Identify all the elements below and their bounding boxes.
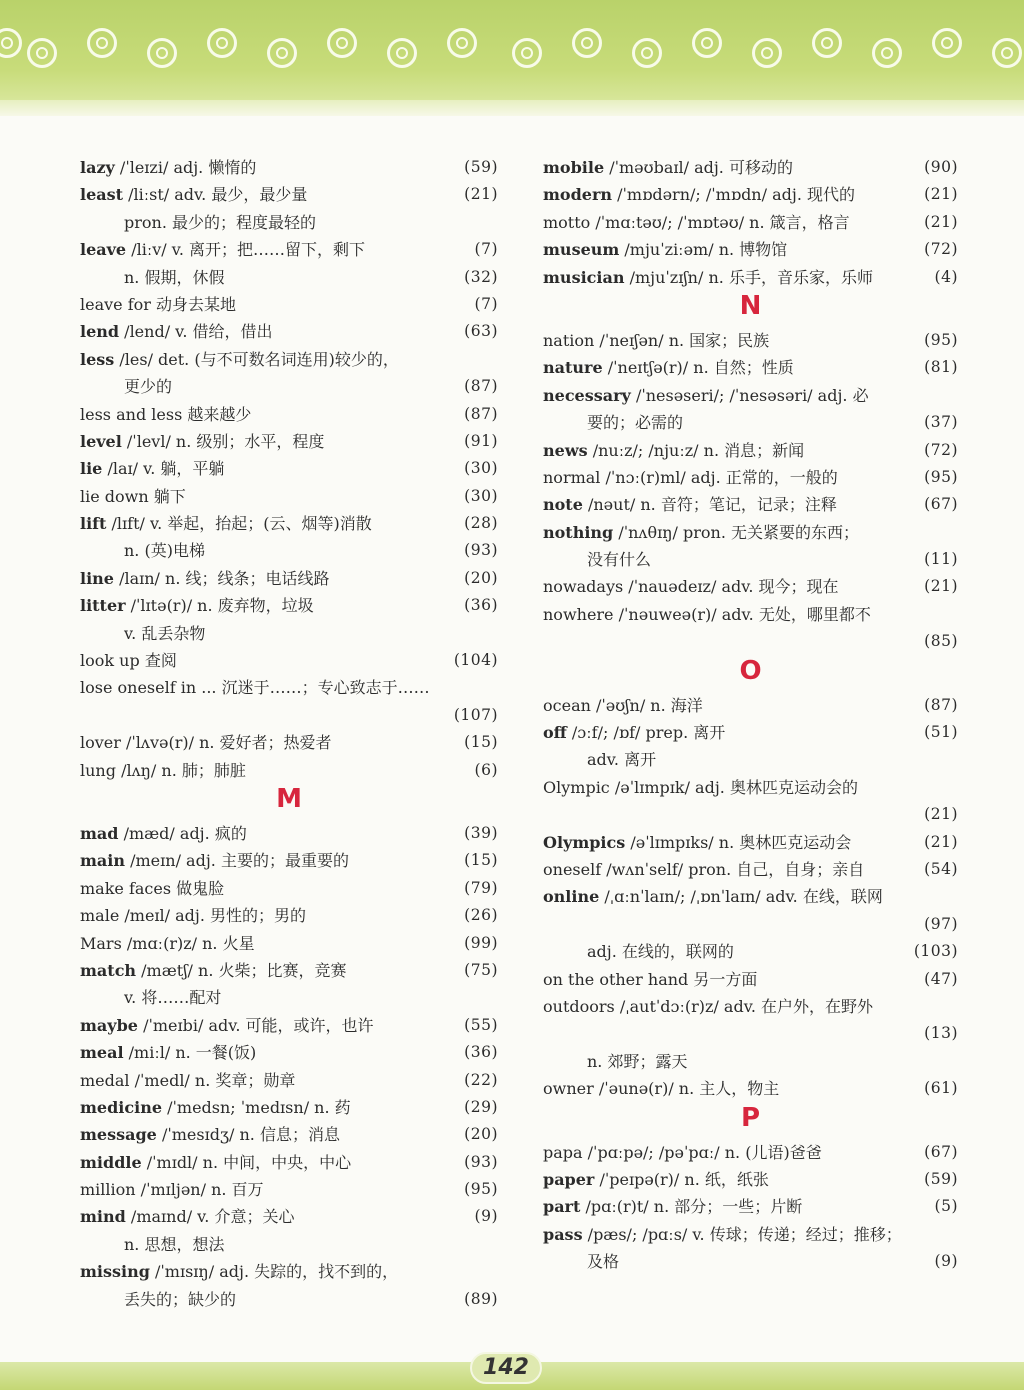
headword: Olympic	[543, 777, 610, 797]
definition: /laɪ/ v. 躺，平躺	[107, 459, 225, 479]
dictionary-entry	[80, 455, 498, 482]
entry-continuation	[543, 546, 958, 573]
headword: part	[543, 1197, 581, 1217]
definition: /ˈnʌθɪŋ/ pron. 无关紧要的东西；	[618, 522, 859, 542]
definition: /mjuˈziːəm/ n. 博物馆	[624, 240, 788, 260]
ring-icon	[872, 38, 902, 68]
definition: /mætʃ/ n. 火柴；比赛，竞赛	[141, 960, 347, 980]
definition: v. 将……配对	[124, 988, 222, 1008]
definition: /lɪft/ v. 举起，抬起；(云、烟等)消散	[111, 514, 372, 534]
unit-reference: (28)	[464, 514, 498, 533]
definition: 没有什么	[587, 550, 652, 570]
section-letter: O	[739, 655, 762, 686]
dictionary-entry	[543, 327, 958, 354]
headword: leave	[80, 240, 127, 260]
definition: /liːv/ v. 离开；把……留下，剩下	[131, 240, 366, 260]
definition: /ˈməʊbaɪl/ adj. 可移动的	[609, 158, 793, 177]
definition: /mɑː(r)z/ n. 火星	[126, 933, 255, 953]
dictionary-entry	[80, 902, 498, 929]
unit-reference: (93)	[464, 541, 498, 560]
definition: /liːst/ adv. 最少，最少量	[128, 185, 308, 205]
unit-reference: (67)	[924, 1142, 958, 1161]
definition: /maɪnd/ v. 介意；关心	[130, 1207, 295, 1227]
unit-reference: (20)	[464, 568, 498, 587]
headword: main	[80, 851, 126, 871]
ring-icon	[387, 38, 417, 68]
definition: 要的；必需的	[587, 413, 684, 433]
entry-continuation	[543, 911, 958, 938]
unit-reference: (29)	[464, 1097, 498, 1116]
dictionary-entry	[543, 354, 958, 381]
headword: news	[543, 440, 588, 460]
definition: /pæs/; /pɑːs/ v. 传球；传递；经过；推移；	[587, 1224, 902, 1244]
dictionary-entry	[543, 1193, 958, 1220]
unit-reference: (51)	[924, 723, 958, 742]
headword: necessary	[543, 385, 631, 405]
definition: n. 思想，想法	[124, 1234, 225, 1254]
headword: make faces	[80, 878, 172, 898]
page-number: 142	[470, 1352, 542, 1384]
headword: oneself	[543, 859, 602, 879]
top-banner	[0, 0, 1024, 100]
headword: online	[543, 887, 600, 907]
unit-reference: (85)	[924, 632, 958, 651]
headword: lend	[80, 322, 120, 342]
headword: normal	[543, 467, 601, 487]
dictionary-entry	[543, 993, 958, 1020]
dictionary-entry	[543, 966, 958, 993]
headword: middle	[80, 1152, 142, 1172]
definition: /laɪn/ n. 线；线条；电话线路	[119, 568, 330, 588]
ring-icon	[87, 28, 117, 58]
dictionary-entry	[80, 957, 498, 984]
entry-continuation	[80, 537, 498, 564]
definition: n. 假期，休假	[124, 267, 225, 287]
unit-reference: (95)	[924, 330, 958, 349]
unit-reference: (13)	[924, 1024, 958, 1043]
headword: missing	[80, 1262, 150, 1282]
definition: v. 乱丢杂物	[124, 623, 206, 643]
unit-reference: (37)	[924, 413, 958, 432]
dictionary-entry	[80, 757, 498, 784]
unit-reference: (75)	[464, 960, 498, 979]
headword: less	[80, 349, 115, 369]
headword: lose oneself in ...	[80, 678, 217, 698]
section-letter: N	[739, 290, 762, 321]
dictionary-entry	[80, 565, 498, 592]
unit-reference: (54)	[924, 859, 958, 878]
definition: /ˈlevl/ n. 级别；水平，程度	[126, 431, 325, 451]
definition: /mæd/ adj. 疯的	[123, 823, 247, 843]
definition: /ˈnauədeɪz/ adv. 现今；现在	[628, 577, 839, 597]
dictionary-entry	[543, 1221, 958, 1248]
entry-continuation	[543, 1048, 958, 1075]
dictionary-entry	[80, 847, 498, 874]
unit-reference: (9)	[934, 1252, 958, 1271]
unit-reference: (72)	[924, 240, 958, 259]
unit-reference: (79)	[464, 878, 498, 897]
headword: level	[80, 431, 122, 451]
unit-reference: (7)	[474, 240, 498, 259]
unit-reference: (30)	[464, 459, 498, 478]
ring-icon	[0, 28, 22, 58]
dictionary-entry	[80, 1094, 498, 1121]
dictionary-entry	[80, 181, 498, 208]
dictionary-entry	[80, 820, 498, 847]
unit-reference: (22)	[464, 1070, 498, 1089]
headword: paper	[543, 1169, 595, 1189]
definition: 另一方面	[693, 969, 758, 989]
headword: nowadays	[543, 577, 624, 597]
definition: /ˈlʌvə(r)/ n. 爱好者；热爱者	[126, 733, 332, 753]
section-letter: P	[740, 1102, 761, 1133]
headword: owner	[543, 1079, 594, 1099]
dictionary-entry	[80, 1039, 498, 1066]
definition: /ˈmɪdl/ n. 中间，中央，中心	[146, 1152, 352, 1172]
definition: /miːl/ n. 一餐(饭)	[128, 1043, 257, 1063]
headword: less and less	[80, 404, 183, 424]
definition: /les/ det. (与不可数名词连用)较少的，	[119, 349, 399, 369]
definition: /ˈnesəseri/; /ˈnesəsəri/ adj. 必	[635, 385, 869, 405]
dictionary-entry	[543, 154, 958, 181]
dictionary-entry	[543, 519, 958, 546]
entry-continuation	[543, 1020, 958, 1047]
dictionary-entry	[543, 382, 958, 409]
entry-continuation	[543, 409, 958, 436]
unit-reference: (103)	[913, 942, 958, 961]
definition: 及格	[587, 1252, 620, 1272]
definition: /ˈmɪsɪŋ/ adj. 失踪的，找不到的，	[155, 1262, 399, 1282]
headword: male	[80, 906, 120, 926]
unit-reference: (21)	[464, 185, 498, 204]
headword: Olympics	[543, 832, 626, 852]
definition: /ˈmesɪdʒ/ n. 信息；消息	[161, 1125, 340, 1145]
dictionary-entry	[543, 264, 958, 291]
headword: medal	[80, 1070, 130, 1090]
definition: adj. 在线的，联网的	[587, 942, 734, 962]
definition: /ˈmɒdərn/; /ˈmɒdn/ adj. 现代的	[617, 185, 856, 205]
unit-reference: (7)	[474, 294, 498, 313]
ring-icon	[207, 28, 237, 58]
definition: /lend/ v. 借给，借出	[124, 322, 273, 342]
entry-continuation	[80, 373, 498, 400]
dictionary-entry	[80, 318, 498, 345]
unit-reference: (87)	[464, 404, 498, 423]
unit-reference: (21)	[924, 805, 958, 824]
dictionary-entry	[80, 483, 498, 510]
unit-reference: (11)	[924, 550, 958, 569]
unit-reference: (5)	[934, 1197, 958, 1216]
headword: nation	[543, 330, 595, 350]
unit-reference: (91)	[464, 431, 498, 450]
ring-icon	[932, 28, 962, 58]
dictionary-entry	[543, 1075, 958, 1102]
ring-icon	[267, 38, 297, 68]
unit-reference: (6)	[474, 760, 498, 779]
definition: /ˈmeɪbi/ adv. 可能，或许，也许	[143, 1015, 374, 1035]
definition: pron. 最少的；程度最轻的	[124, 212, 317, 232]
headword: lie	[80, 459, 103, 479]
dictionary-entry	[543, 573, 958, 600]
headword: lift	[80, 514, 107, 534]
dictionary-entry	[543, 719, 958, 746]
dictionary-entry	[80, 592, 498, 619]
definition: /ˈəunə(r)/ n. 主人，物主	[598, 1079, 780, 1099]
unit-reference: (99)	[464, 933, 498, 952]
dictionary-entry	[80, 428, 498, 455]
unit-reference: (32)	[464, 267, 498, 286]
left-column	[80, 154, 498, 1313]
headword: lung	[80, 760, 116, 780]
definition: /əˈlɪmpɪks/ n. 奥林匹克运动会	[630, 832, 852, 852]
headword: meal	[80, 1043, 124, 1063]
banner-strip	[0, 100, 1024, 116]
definition: /ˈneɪtʃə(r)/ n. 自然；性质	[607, 358, 794, 378]
definition: 查阅	[144, 651, 177, 671]
unit-reference: (21)	[924, 832, 958, 851]
dictionary-entry	[80, 1149, 498, 1176]
headword: lie down	[80, 486, 149, 506]
dictionary-entry	[80, 875, 498, 902]
headword: musician	[543, 267, 625, 287]
definition: 丢失的；缺少的	[124, 1289, 237, 1309]
definition: n. (英)电梯	[124, 541, 205, 561]
headword: maybe	[80, 1015, 138, 1035]
dictionary-entry	[543, 829, 958, 856]
dictionary-entry	[80, 1258, 498, 1285]
definition: /ˈmedsn; ˈmedɪsn/ n. 药	[167, 1097, 351, 1117]
unit-reference: (97)	[924, 914, 958, 933]
headword: off	[543, 723, 567, 743]
dictionary-entry	[543, 883, 958, 910]
headword: on the other hand	[543, 969, 689, 989]
unit-reference: (21)	[924, 212, 958, 231]
headword: message	[80, 1125, 157, 1145]
definition: /ˌautˈdɔː(r)z/ adv. 在户外，在野外	[619, 996, 874, 1016]
definition: /ɔːf/; /ɒf/ prep. 离开	[571, 723, 726, 743]
dictionary-entry	[80, 1121, 498, 1148]
ring-icon	[147, 38, 177, 68]
unit-reference: (36)	[464, 1043, 498, 1062]
ring-icon	[572, 28, 602, 58]
ring-icon	[632, 38, 662, 68]
entry-continuation	[80, 620, 498, 647]
unit-reference: (47)	[924, 969, 958, 988]
ring-icon	[812, 28, 842, 58]
ring-icon	[692, 28, 722, 58]
entry-continuation	[543, 1248, 958, 1275]
right-column	[543, 154, 958, 1275]
unit-reference: (20)	[464, 1125, 498, 1144]
unit-reference: (87)	[924, 695, 958, 714]
dictionary-entry	[543, 437, 958, 464]
unit-reference: (9)	[474, 1207, 498, 1226]
headword: million	[80, 1180, 136, 1200]
dictionary-entry	[80, 1176, 498, 1203]
definition: 躺下	[153, 486, 186, 506]
definition: 更少的	[124, 377, 173, 397]
unit-reference: (15)	[464, 851, 498, 870]
headword: pass	[543, 1224, 583, 1244]
definition: /ˈəʊʃn/ n. 海洋	[596, 695, 703, 715]
definition: /ˈleɪzi/ adj. 懒惰的	[119, 158, 257, 177]
dictionary-entry	[543, 601, 958, 628]
ring-icon	[27, 38, 57, 68]
dictionary-entry	[80, 510, 498, 537]
headword: litter	[80, 596, 126, 616]
definition: /ˈmedl/ n. 奖章；勋章	[134, 1070, 296, 1090]
unit-reference: (61)	[924, 1079, 958, 1098]
unit-reference: (39)	[464, 823, 498, 842]
entry-continuation	[80, 209, 498, 236]
definition: /ˌɑːnˈlaɪn/; /ˌɒnˈlaɪn/ adv. 在线，联网	[604, 887, 883, 907]
definition: /nəut/ n. 音符；笔记，记录；注释	[587, 495, 837, 515]
headword: mobile	[543, 158, 605, 177]
definition: /wʌnˈself/ pron. 自己，自身；亲自	[606, 859, 865, 879]
unit-reference: (4)	[934, 267, 958, 286]
definition: /ˈmɑːtəʊ/; /ˈmɒtəʊ/ n. 箴言，格言	[595, 212, 850, 232]
dictionary-entry	[543, 236, 958, 263]
ring-icon	[752, 38, 782, 68]
headword: lover	[80, 733, 121, 753]
dictionary-entry	[543, 1166, 958, 1193]
entry-continuation	[543, 938, 958, 965]
dictionary-entry	[80, 1203, 498, 1230]
headword: match	[80, 960, 137, 980]
headword: museum	[543, 240, 620, 260]
dictionary-entry	[543, 209, 958, 236]
unit-reference: (59)	[924, 1169, 958, 1188]
unit-reference: (67)	[924, 495, 958, 514]
headword: line	[80, 568, 114, 588]
entry-continuation	[543, 801, 958, 828]
headword: note	[543, 495, 583, 515]
definition: /ˈnɔː(r)ml/ adj. 正常的，一般的	[605, 467, 838, 487]
ring-icon	[327, 28, 357, 58]
headword: medicine	[80, 1097, 163, 1117]
headword: papa	[543, 1142, 583, 1162]
dictionary-entry	[80, 1067, 498, 1094]
unit-reference: (30)	[464, 486, 498, 505]
headword: lazy	[80, 158, 115, 177]
unit-reference: (87)	[464, 377, 498, 396]
dictionary-entry	[80, 154, 498, 181]
unit-reference: (55)	[464, 1015, 498, 1034]
unit-reference: (90)	[924, 158, 958, 176]
headword: outdoors	[543, 996, 615, 1016]
dictionary-entry	[80, 1012, 498, 1039]
definition: /ˈmɪljən/ n. 百万	[140, 1180, 264, 1200]
definition: /pɑː(r)t/ n. 部分；一些；片断	[585, 1197, 803, 1217]
dictionary-entry	[80, 930, 498, 957]
definition: 沉迷于……；专心致志于……	[221, 678, 430, 698]
dictionary-entry	[543, 774, 958, 801]
definition: /ˈpeɪpə(r)/ n. 纸，纸张	[599, 1169, 769, 1189]
definition: /ˈnəuweə(r)/ adv. 无处，哪里都不	[618, 604, 871, 624]
definition: 做鬼脸	[176, 878, 225, 898]
headword: leave for	[80, 294, 151, 314]
dictionary-entry	[80, 346, 498, 373]
entry-continuation	[80, 264, 498, 291]
dictionary-entry	[543, 1139, 958, 1166]
dictionary-entry	[80, 729, 498, 756]
dictionary-entry	[80, 674, 498, 701]
dictionary-entry	[80, 401, 498, 428]
headword: mind	[80, 1207, 126, 1227]
entry-continuation	[80, 984, 498, 1011]
definition: /əˈlɪmpɪk/ adj. 奥林匹克运动会的	[614, 777, 858, 797]
definition: /ˈneɪʃən/ n. 国家；民族	[599, 330, 770, 350]
unit-reference: (59)	[464, 158, 498, 176]
headword: nature	[543, 358, 603, 378]
definition: 越来越少	[187, 404, 252, 424]
headword: least	[80, 185, 124, 205]
unit-reference: (63)	[464, 322, 498, 341]
definition: /lʌŋ/ n. 肺；肺脏	[121, 760, 246, 780]
unit-reference: (26)	[464, 906, 498, 925]
headword: motto	[543, 212, 591, 232]
headword: nothing	[543, 522, 614, 542]
definition: /ˈlɪtə(r)/ n. 废弃物，垃圾	[130, 596, 314, 616]
dictionary-entry	[80, 647, 498, 674]
ring-icon	[992, 38, 1022, 68]
unit-reference: (81)	[924, 358, 958, 377]
dictionary-entry	[543, 692, 958, 719]
unit-reference: (72)	[924, 440, 958, 459]
definition: /meɪl/ adj. 男性的；男的	[124, 906, 307, 926]
unit-reference: (107)	[453, 705, 498, 724]
headword: look up	[80, 651, 140, 671]
dictionary-entry	[543, 464, 958, 491]
ring-icon	[512, 38, 542, 68]
entry-continuation	[80, 1286, 498, 1313]
entry-continuation	[543, 746, 958, 773]
unit-reference: (89)	[464, 1289, 498, 1308]
definition: adv. 离开	[587, 750, 657, 770]
definition: 动身去某地	[156, 294, 237, 314]
headword: nowhere	[543, 604, 614, 624]
entry-continuation	[80, 702, 498, 729]
definition: /ˈpɑːpə/; /pəˈpɑː/ n. (儿语)爸爸	[587, 1142, 822, 1162]
unit-reference: (95)	[924, 467, 958, 486]
headword: Mars	[80, 933, 122, 953]
dictionary-entry	[80, 236, 498, 263]
section-letter: M	[276, 783, 302, 814]
unit-reference: (21)	[924, 185, 958, 204]
definition: n. 郊野；露天	[587, 1051, 688, 1071]
unit-reference: (15)	[464, 733, 498, 752]
ring-icon	[447, 28, 477, 58]
unit-reference: (93)	[464, 1152, 498, 1171]
headword: modern	[543, 185, 613, 205]
entry-continuation	[543, 628, 958, 655]
definition: /meɪn/ adj. 主要的；最重要的	[130, 851, 349, 871]
headword: mad	[80, 823, 119, 843]
dictionary-entry	[543, 491, 958, 518]
unit-reference: (21)	[924, 577, 958, 596]
definition: /nuːz/; /njuːz/ n. 消息；新闻	[592, 440, 805, 460]
entry-continuation	[80, 1231, 498, 1258]
unit-reference: (95)	[464, 1180, 498, 1199]
unit-reference: (104)	[453, 651, 498, 670]
unit-reference: (36)	[464, 596, 498, 615]
dictionary-entry	[543, 181, 958, 208]
dictionary-entry	[543, 856, 958, 883]
headword: ocean	[543, 695, 591, 715]
definition: /mjuˈzɪʃn/ n. 乐手，音乐家，乐师	[629, 267, 873, 287]
dictionary-entry	[80, 291, 498, 318]
